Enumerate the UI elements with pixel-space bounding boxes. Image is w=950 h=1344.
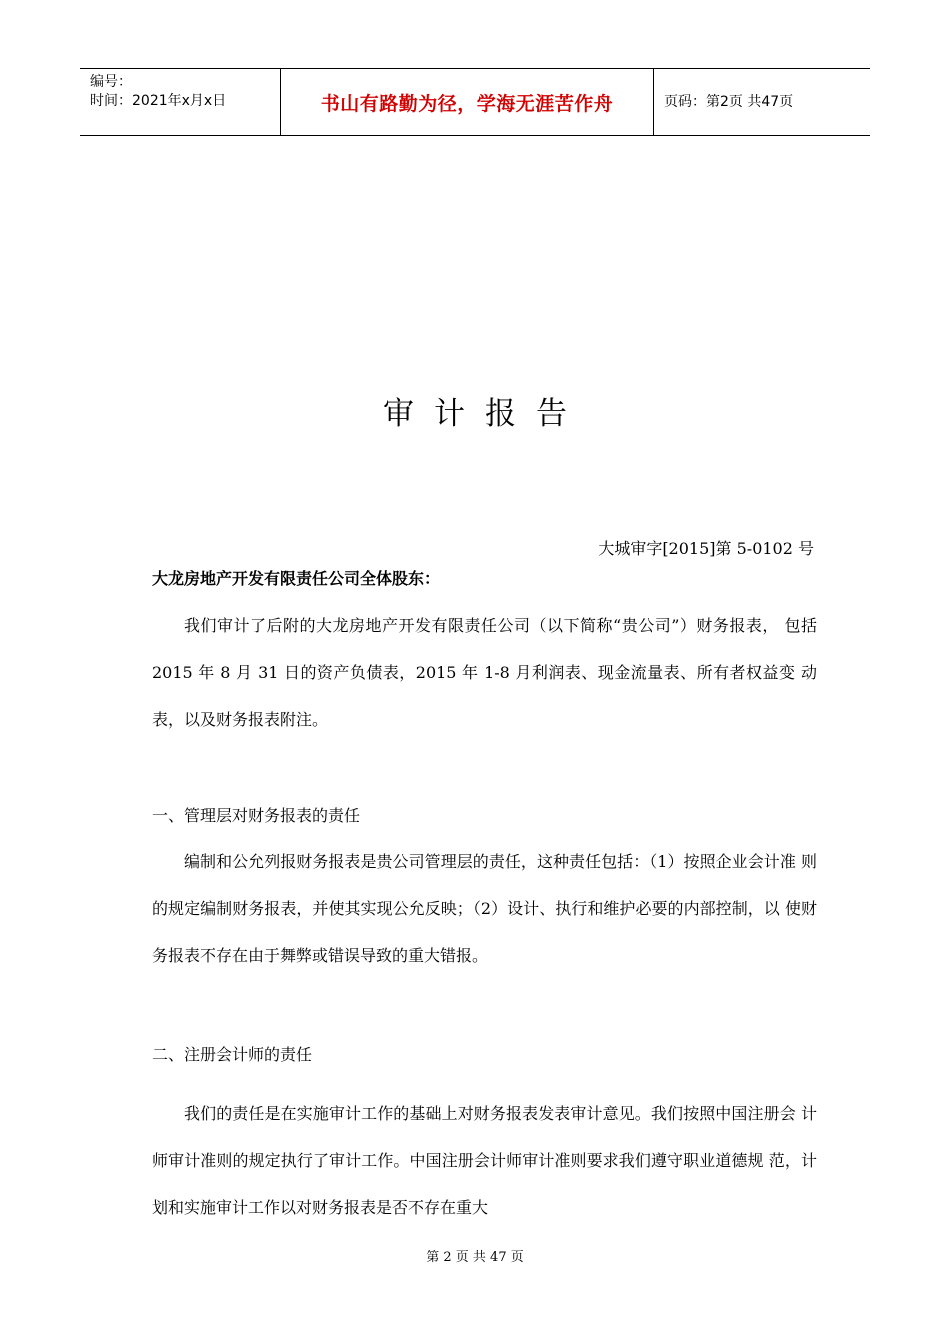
header-right-cell bbox=[654, 69, 870, 136]
intro-paragraph bbox=[152, 602, 817, 743]
intro-paragraph-text: 我们审计了后附的大龙房地产开发有限责任公司（以下简称“贵公司”）财务报表， 包括 2015 年 8 月 31 日的资产负债表，2015 年 1-8 月利润表、现金流量表、所有者权益变 动表，以及财务报表附注。 bbox=[152, 616, 817, 729]
section1-heading: 一、管理层对财务报表的责任 bbox=[152, 806, 361, 825]
section1-paragraph-text: 编制和公允列报财务报表是贵公司管理层的责任，这种责任包括：（1）按照企业会计准 则的规定编制财务报表，并使其实现公允反映；（2）设计、执行和维护必要的内部控制，以 使财务报表不存在由于舞弊或错误导致的重大错报。 bbox=[152, 852, 817, 965]
header-middle-cell bbox=[281, 69, 654, 136]
document-number: 大城审字[2015]第 5-0102 号 bbox=[598, 539, 814, 558]
header-table bbox=[80, 68, 870, 136]
number-label: 编号： bbox=[90, 74, 132, 90]
page-label: 页码：第2页 共47页 bbox=[664, 94, 794, 110]
page-footer: 第 2 页 共 47 页 bbox=[426, 1250, 524, 1265]
section1-paragraph bbox=[152, 838, 817, 979]
motto-text: 书山有路勤为径，学海无涯苦作舟 bbox=[320, 93, 614, 115]
section2-heading: 二、注册会计师的责任 bbox=[152, 1045, 313, 1064]
addressee: 大龙房地产开发有限责任公司全体股东： bbox=[152, 569, 441, 588]
header-left-cell bbox=[80, 69, 281, 136]
document-title: 审计报告 bbox=[383, 396, 587, 432]
time-label: 时间：2021年x月x日 bbox=[90, 93, 227, 109]
section2-paragraph bbox=[152, 1090, 817, 1231]
section2-paragraph-text: 我们的责任是在实施审计工作的基础上对财务报表发表审计意见。我们按照中国注册会 计师审计准则的规定执行了审计工作。中国注册会计师审计准则要求我们遵守职业道德规 范，计划和实施审计工作以对财务报表是否不存在重大 bbox=[152, 1104, 817, 1217]
